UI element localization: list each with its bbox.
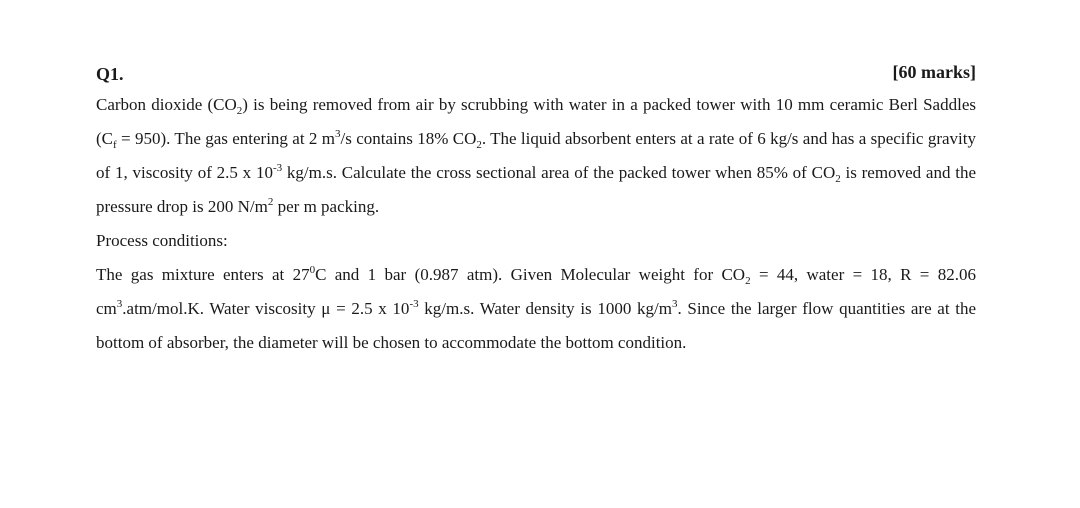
superscript: 0	[309, 264, 316, 276]
question-number: Q1.	[96, 64, 124, 84]
superscript: 3	[116, 298, 123, 310]
conditions-text: C and 1 bar (0.987 atm). Given Molecular weight for CO	[315, 265, 746, 284]
subscript: 2	[745, 275, 751, 287]
process-conditions-text	[96, 258, 976, 360]
problem-statement	[96, 88, 976, 224]
conditions-text: = 44, water = 18, R = 82.06 cm	[96, 265, 976, 318]
conditions-text: . Since the larger flow quantities are at the bottom of absorber, the diameter will be chosen to accommodate the bottom condition.	[96, 299, 976, 352]
problem-text: Carbon dioxide (CO	[96, 95, 237, 114]
problem-text: kg/m.s. Calculate the cross sectional area of the packed tower when 85% of CO	[282, 163, 836, 182]
problem-text: = 950). The gas entering at 2 m	[116, 129, 335, 148]
question-marks: [60 marks]	[892, 62, 976, 82]
subscript: 2	[236, 105, 243, 117]
conditions-text: .atm/mol.K. Water viscosity μ = 2.5 x 10	[122, 299, 410, 318]
subscript: f	[113, 139, 117, 151]
problem-text: . The liquid absorbent enters at a rate of 6 kg/s and has a specific gravity of 1, viscosity of 2.5 x 10	[96, 129, 976, 182]
superscript: 3	[335, 128, 341, 140]
superscript: -3	[272, 162, 283, 174]
problem-text: /s contains 18% CO	[340, 129, 477, 148]
question-document	[96, 58, 976, 360]
conditions-text: The gas mixture enters at 27	[96, 265, 310, 284]
problem-text: ) is being removed from air by scrubbing with water in a packed tower with 10 mm ceramic Berl Saddles (C	[96, 95, 976, 148]
problem-text: is removed and the pressure drop is 200 N/m	[96, 163, 976, 216]
conditions-text: kg/m.s. Water density is 1000 kg/m	[418, 299, 672, 318]
process-conditions-heading: Process conditions:	[96, 231, 228, 250]
subscript: 2	[476, 139, 482, 151]
superscript: -3	[409, 298, 419, 310]
subscript: 2	[835, 173, 841, 185]
superscript: 3	[671, 298, 678, 310]
question-header	[96, 58, 976, 88]
superscript: 2	[267, 196, 274, 208]
problem-text: per m packing.	[273, 197, 380, 216]
